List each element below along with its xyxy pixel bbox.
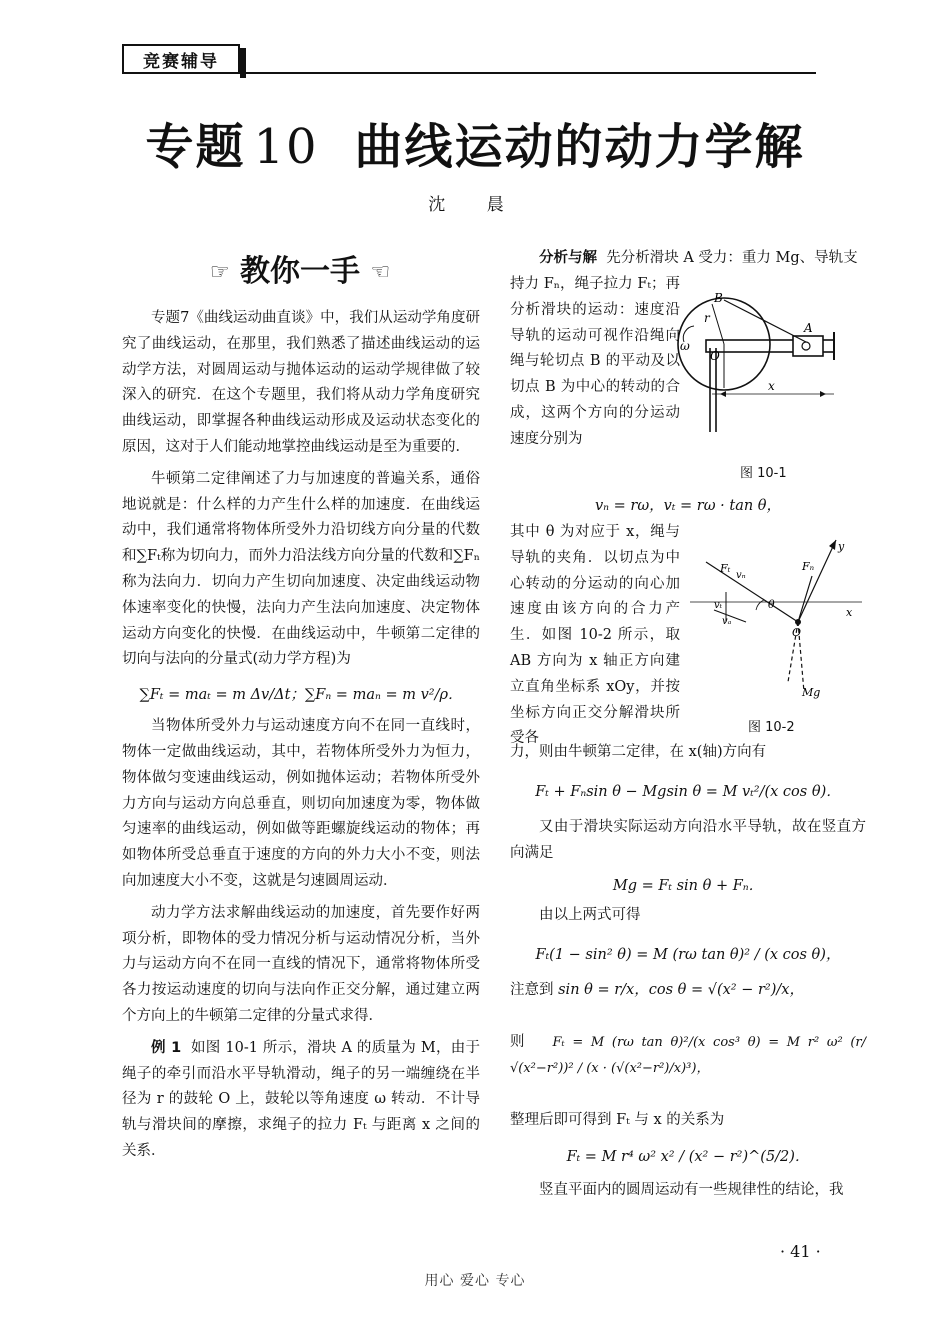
fig2-label-mg: Mg <box>802 686 821 699</box>
fig1-label-r: r <box>704 311 710 325</box>
paragraph: 动力学方法求解曲线运动的加速度，首先要作好两项分析，即物体的受力情况分析与运动情况分析，当外力与运动方向不在同一直线的情况下，通常将物体所受各力按运动速度的切向与法向作正交分解，通过建立两个方向上的牛顿第二定律的分量式求得． <box>122 904 480 1024</box>
paragraph: 专题7《曲线运动曲直谈》中，我们从运动学角度研究了曲线运动，在那里，我们熟悉了描述曲线运动的运动学方法，对圆周运动与抛体运动的运动学规律做了较深入的研究．在这个专题里，我们将从动力学角度研究曲线运动，即掌握各种曲线运动形成及运动状态变化的原因，这对于人们能动地掌控曲线运动是至为重要的． <box>122 310 480 455</box>
paragraph: 牛顿第二定律阐述了力与加速度的普遍关系，通俗地说就是：什么样的力产生什么样的加速度．在曲线运动中，我们通常将物体所受外力沿切线方向分量的代数和∑Fₜ称为切向力，而外力沿法线方向分量的代数和∑Fₙ称为法向力．切向力产生切向加速度、决定曲线运动物体速率变化的快慢，法向力产生法向加速度、决定物体运动方向变化的快慢．在曲线运动中，牛顿第二定律的切向与法向的分量式(动力学方程)为 <box>122 470 480 668</box>
right-narrow-block <box>510 272 680 453</box>
fig1-label-b: B <box>714 291 723 305</box>
right-narrow-block-2 <box>510 520 680 752</box>
figure-10-1 <box>676 282 866 434</box>
equation-ft-substituted: Fₜ = M (rω tan θ)²/(x cos³ θ) = M r² ω² (r/√(x²−r²))² / (x · (√(x²−r²)/x)³)， <box>510 1034 867 1076</box>
fig2-label-o: O <box>792 626 802 639</box>
equation: ∑Fₜ = maₜ = m Δv/Δt；∑Fₙ = maₙ = m v²/ρ． <box>139 687 463 704</box>
note-label: 注意到 <box>510 982 554 999</box>
fig1-label-x: x <box>768 379 775 393</box>
paragraph: 力，则由牛顿第二定律，在 x(轴)方向有 <box>510 744 767 760</box>
fig2-label-theta: θ <box>768 598 775 611</box>
pointing-hand-left-icon: ☜ <box>370 260 391 285</box>
page-number: · 41 · <box>780 1242 821 1261</box>
note-paragraph <box>510 978 866 1004</box>
header-rule <box>246 72 816 74</box>
equation-x-axis: Fₜ + Fₙsin θ − Mgsin θ = M vₜ²/(x cos θ)． <box>535 783 841 800</box>
analysis-paragraph <box>510 246 866 272</box>
equation-vertical: Mg = Fₜ sin θ + Fₙ． <box>612 878 764 895</box>
figure-10-2 <box>686 532 866 702</box>
fig2-label-y: y <box>838 540 845 553</box>
rope-line <box>724 300 806 342</box>
equation-velocity: vₙ = rω，vₜ = rω · tan θ， <box>594 498 782 514</box>
left-column <box>122 306 480 1165</box>
example-paragraph <box>122 1036 480 1165</box>
figure-10-2-caption: 图 10-2 <box>748 720 795 735</box>
equation-trig: sin θ = r/x，cos θ = √(x² − r²)/x， <box>558 982 804 999</box>
fig1-label-omega: ω <box>680 339 690 353</box>
footer-slogan: 用心 爱心 专心 <box>424 1273 526 1289</box>
paragraph: 当物体所受外力与运动速度方向不在同一直线时，物体一定做曲线运动，其中，若物体所受外力为恒力，物体做匀变速曲线运动，例如抛体运动；若物体所受外力方向与运动方向总垂直，则切向加速度为零，物体做匀速率的曲线运动，例如做等距螺旋线运动的物体；再如物体所受总垂直于速度的方向的外力大小不变，则法向加速度大小不变，这就是匀速圆周运动． <box>122 718 480 889</box>
paragraph: 整理后即可得到 Fₜ 与 x 的关系为 <box>510 1111 725 1128</box>
title-number: 10 <box>253 119 319 175</box>
fig1-label-a: A <box>804 321 813 335</box>
then-label: 则 <box>510 1033 529 1050</box>
figure-10-1-caption: 图 10-1 <box>740 466 787 481</box>
title-main: 曲线运动的动力学解 <box>354 119 805 175</box>
fig2-label-va: vₐ <box>722 616 732 627</box>
section-heading-text: 教你一手 <box>240 254 360 289</box>
title-prefix: 专题 <box>145 119 246 175</box>
column-tag: 竞赛辅导 <box>122 44 240 74</box>
example-text: 如图 10-1 所示，滑块 A 的质量为 M，由于绳子的牵引而沿水平导轨滑动，绳子的另一端缠绕在半径为 r 的鼓轮 O 上，鼓轮以等角速度 ω 转动．不计导轨与滑块间的摩擦，求绳子的拉力 Fₜ 与距离 x 之间的关系． <box>122 1039 481 1159</box>
equation-combined: Fₜ(1 − sin² θ) = M (rω tan θ)² / (x cos θ)， <box>535 947 841 964</box>
paragraph: 其中 θ 为对应于 x，绳与导轨的夹角．以切点为中心转动的分运动的向心加速度由该方向的合力产生．如图 10-2 所示，取 AB 方向为 x 轴正方向建立直角坐标系 xOy，并按坐标方向正交分解滑块所受各 <box>510 524 680 747</box>
slider-block <box>793 336 823 356</box>
paragraph: 持力 Fₙ，绳子拉力 Fₜ；再分析滑块的运动：速度沿导轨的运动可视作沿绳向绳与轮切点 B 的平动及以切点 B 为中心的转动的合成，这两个方向的分运动速度分别为 <box>510 276 680 447</box>
fig2-label-x: x <box>846 606 853 619</box>
equation-result: Fₜ = M r⁴ ω² x² / (x² − r²)^(5/2)． <box>566 1149 810 1166</box>
author: 沈 晨 <box>428 195 522 215</box>
paragraph: 竖直平面内的圆周运动有一些规律性的结论，我 <box>539 1182 844 1199</box>
pointing-hand-icon: ☞ <box>209 260 230 285</box>
fig2-label-fn: Fₙ <box>802 560 815 573</box>
right-column-top <box>510 246 866 272</box>
analysis-label: 分析与解 <box>539 250 597 266</box>
fig1-label-o: O <box>710 349 720 363</box>
right-column-bottom <box>510 740 866 1204</box>
section-heading <box>120 246 480 290</box>
fig2-label-vt: vₜ <box>714 600 723 611</box>
example-label: 例 1 <box>151 1039 182 1056</box>
analysis-text: 先分析滑块 A 受力：重力 Mg、导轨支 <box>606 250 858 266</box>
then-paragraph <box>510 1030 866 1082</box>
paragraph: 又由于滑块实际运动方向沿水平导轨，故在竖直方向满足 <box>510 818 866 861</box>
fig2-label-ft: Fₜ <box>720 562 731 575</box>
fig2-label-vn: vₙ <box>736 570 746 581</box>
page-title <box>0 108 950 177</box>
paragraph: 由以上两式可得 <box>539 907 641 924</box>
